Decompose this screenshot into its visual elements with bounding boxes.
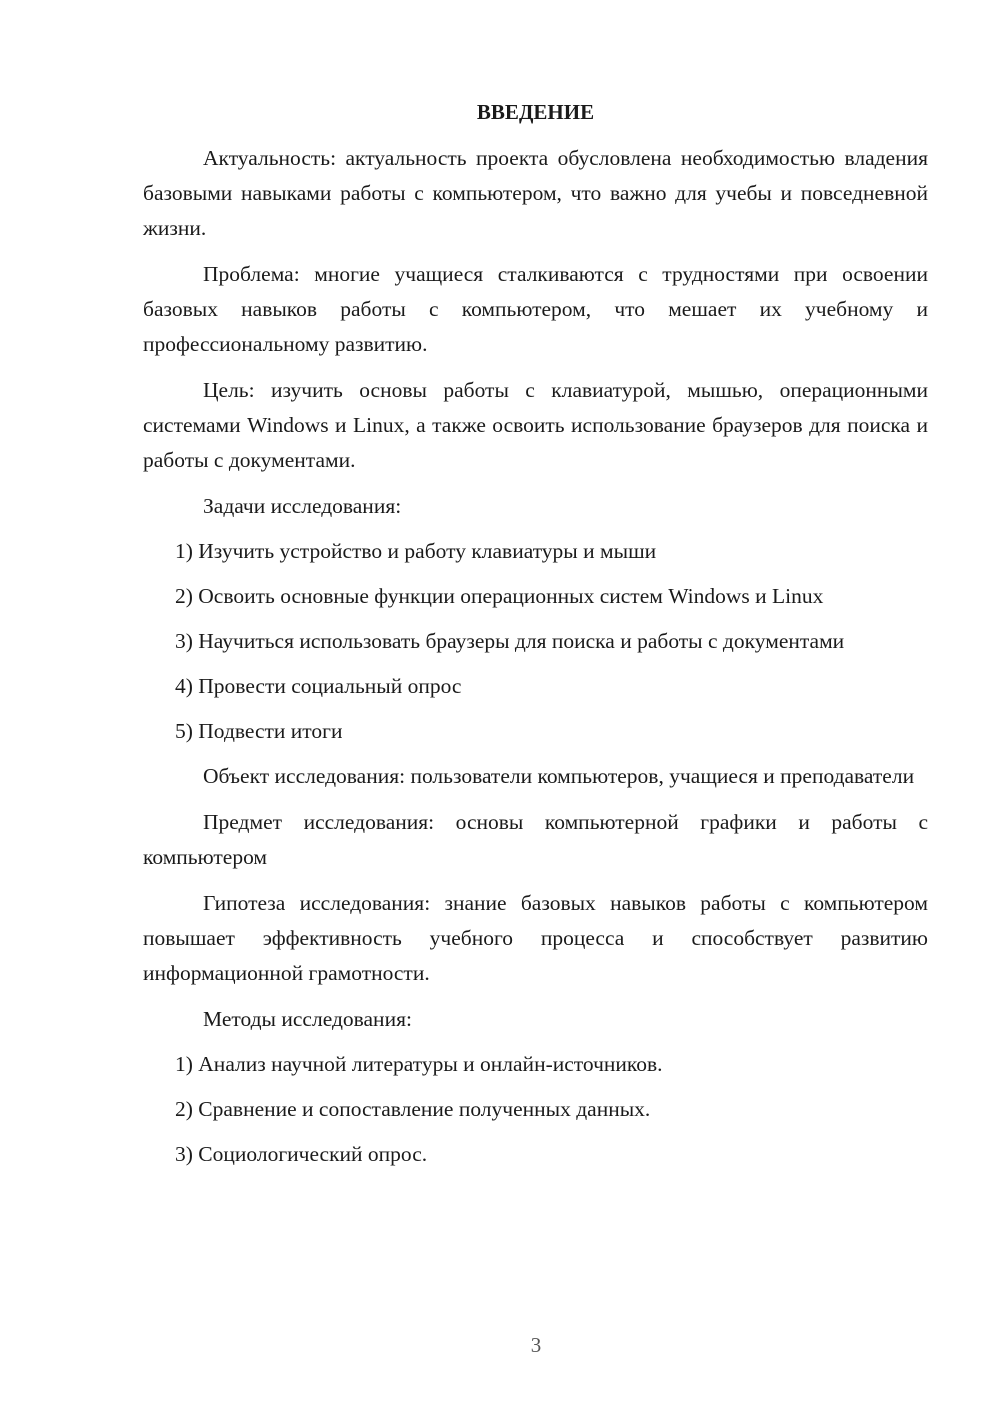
list-item: 1) Анализ научной литературы и онлайн-источников. bbox=[175, 1052, 663, 1076]
actuality-paragraph: Актуальность: актуальность проекта обусловлена необходимостью владения базовыми навыками работы с компьютером, что важно для учебы и повседневной жизни. bbox=[143, 146, 928, 240]
list-item: 3) Научиться использовать браузеры для поиска и работы с документами bbox=[175, 629, 845, 653]
subject-paragraph: Предмет исследования: основы компьютерной графики и работы с компьютером bbox=[143, 810, 928, 869]
document-body bbox=[143, 96, 928, 1182]
list-item: 3) Социологический опрос. bbox=[175, 1142, 428, 1166]
page-number: 3 bbox=[530, 1333, 542, 1357]
methods-list bbox=[143, 1047, 928, 1172]
hypothesis-paragraph: Гипотеза исследования: знание базовых навыков работы с компьютером повышает эффективность учебного процесса и способствует развитию информационной грамотности. bbox=[143, 891, 928, 985]
list-item: 1) Изучить устройство и работу клавиатуры и мыши bbox=[175, 539, 657, 563]
methods-heading: Методы исследования: bbox=[203, 1007, 412, 1031]
list-item: 2) Сравнение и сопоставление полученных данных. bbox=[175, 1097, 651, 1121]
tasks-list bbox=[143, 534, 928, 749]
problem-paragraph: Проблема: многие учащиеся сталкиваются с трудностями при освоении базовых навыков работы с компьютером, что мешает их учебному и профессиональному развитию. bbox=[143, 262, 928, 356]
list-item: 4) Провести социальный опрос bbox=[175, 674, 462, 698]
page-title: ВВЕДЕНИЕ bbox=[476, 100, 595, 124]
list-item: 2) Освоить основные функции операционных систем Windows и Linux bbox=[175, 584, 824, 608]
object-paragraph: Объект исследования: пользователи компьютеров, учащиеся и преподаватели bbox=[203, 764, 915, 788]
goal-paragraph: Цель: изучить основы работы с клавиатурой, мышью, операционными системами Windows и Linux, а также освоить использование браузеров для поиска и работы с документами. bbox=[143, 378, 928, 472]
list-item: 5) Подвести итоги bbox=[175, 719, 343, 743]
tasks-heading: Задачи исследования: bbox=[203, 494, 402, 518]
